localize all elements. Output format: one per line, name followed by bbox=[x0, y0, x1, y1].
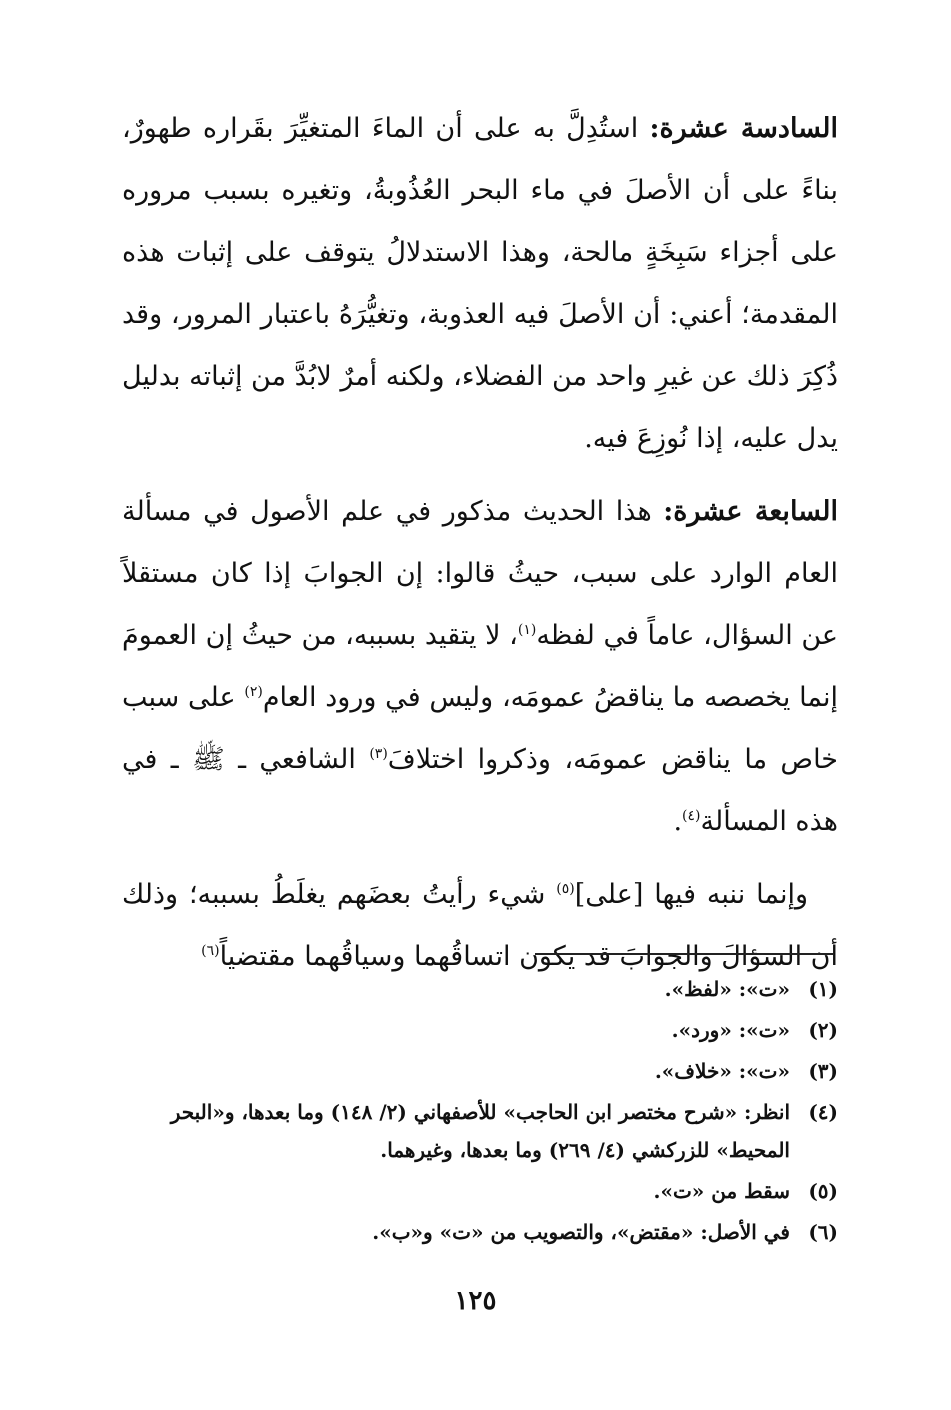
footnote-item bbox=[122, 970, 838, 1008]
footnote-ref[interactable]: (٤) bbox=[682, 808, 701, 824]
footnote-item bbox=[122, 1213, 838, 1251]
footnote-item bbox=[122, 1011, 838, 1049]
footnote-number: (١) bbox=[808, 977, 838, 1001]
footnote-number: (٢) bbox=[808, 1018, 838, 1042]
footnote-ref[interactable]: (٦) bbox=[201, 943, 220, 959]
footnote-ref[interactable]: (٣) bbox=[369, 746, 388, 762]
footnote-divider bbox=[535, 953, 833, 955]
footnote-text: «ت»: «ورد». bbox=[671, 1018, 790, 1042]
footnote-text: «ت»: «خلاف». bbox=[654, 1059, 790, 1083]
page-number: ١٢٥ bbox=[454, 1286, 497, 1316]
footnote-ref[interactable]: (١) bbox=[517, 622, 537, 638]
footnotes-list bbox=[122, 970, 838, 1254]
paragraph-seventeenth bbox=[122, 481, 838, 853]
footnote-text: في الأصل: «مقتض»، والتصويب من «ت» و«ب». bbox=[372, 1220, 790, 1244]
footnote-number: (٣) bbox=[808, 1059, 838, 1083]
footnote-item bbox=[122, 1172, 838, 1210]
paragraph-text: . bbox=[673, 806, 683, 837]
footnote-number: (٤) bbox=[808, 1100, 838, 1124]
footnote-item bbox=[122, 1093, 838, 1169]
paragraph-text: هذا الحديث مذكور في علم الأصول في مسألة العام الوارد على سبب، حيثُ قالوا: إن الجوابَ إذا كان مستقلاً عن السؤال، عاماً في لفظه bbox=[122, 496, 838, 651]
footnote-item bbox=[122, 1052, 838, 1090]
paragraph-lead: السابعة عشرة: bbox=[663, 496, 838, 527]
footnote-text: انظر: «شرح مختصر ابن الحاجب» للأصفهاني (٢/ ١٤٨) وما بعدها، و«البحر المحيط» للزركشي (٤/ ٢٦٩) وما بعدها، وغيرهما. bbox=[170, 1100, 790, 1162]
footnote-ref[interactable]: (٢) bbox=[244, 684, 263, 700]
paragraph-text: ، لا يتقيد بسببه، من حيثُ إن العمومَ إنما يخصصه ما يناقضُ عمومَه، وليس في ورود العام bbox=[122, 620, 838, 713]
paragraph-text: شيء رأيتُ بعضَهم يغلَطُ بسببه؛ وذلك أن السؤالَ والجوابَ قد يكون اتساقُهما وسياقُهما مقتضياً bbox=[122, 879, 838, 972]
footnote-number: (٦) bbox=[808, 1220, 838, 1244]
paragraph-text: وإنما ننبه فيها [على] bbox=[574, 879, 808, 910]
footnote-ref[interactable]: (٥) bbox=[556, 881, 575, 897]
paragraph-text: على سبب خاص ما يناقض عمومَه، وذكروا اختلافَ bbox=[122, 682, 838, 775]
footnote-text: سقط من «ت». bbox=[653, 1179, 790, 1203]
main-text bbox=[122, 98, 838, 988]
paragraph-text: الشافعي ـ ﷺ ـ في هذه المسألة bbox=[122, 744, 838, 837]
paragraph-sixteenth bbox=[122, 98, 838, 470]
footnote-text: «ت»: «لفظ». bbox=[664, 977, 790, 1001]
paragraph-lead: السادسة عشرة: bbox=[649, 113, 838, 144]
paragraph-text: استُدِلَّ به على أن الماءَ المتغيِّرَ بقَراره طهورٌ، بناءً على أن الأصلَ في ماء البحر العُذُوبةُ، وتغيره بسبب مروره على أجزاء سَبِخَةٍ مالحة، وهذا الاستدلالُ يتوقف على إثبات هذه المقدمة؛ أعني: أن الأصلَ فيه العذوبة، وتغيُّرَهُ باعتبار المرور، وقد ذُكِرَ ذلك عن غيرِ واحد من الفضلاء، ولكنه أمرٌ لابُدَّ من إثباته بدليل يدل عليه، إذا نُوزِعَ فيه. bbox=[122, 113, 838, 454]
footnote-number: (٥) bbox=[808, 1179, 838, 1203]
